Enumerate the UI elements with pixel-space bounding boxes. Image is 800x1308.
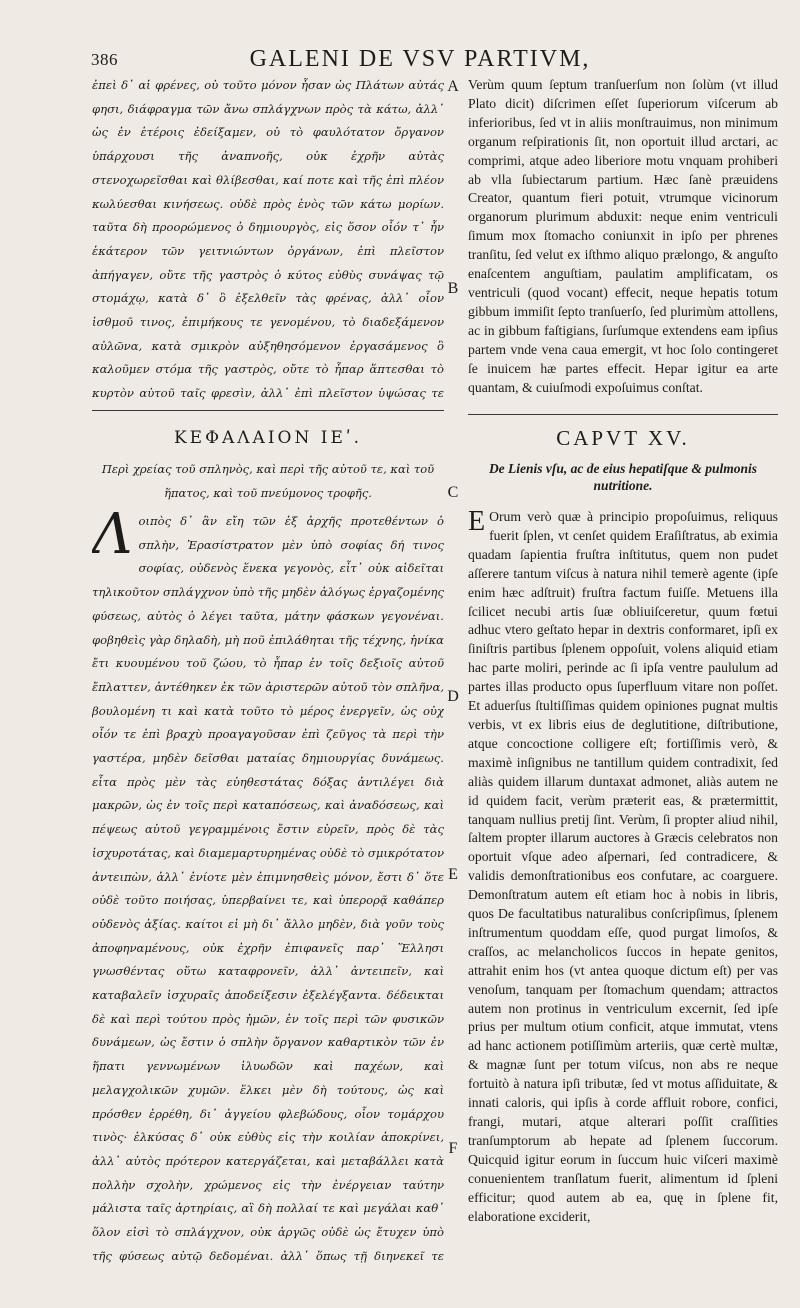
latin-column-body <box>468 508 778 1276</box>
margin-letter-e: E <box>448 866 458 883</box>
greek-column-top <box>92 74 444 402</box>
divider-rule-right <box>468 414 778 415</box>
margin-letter-d: D <box>447 688 459 705</box>
page-number: 386 <box>91 50 118 69</box>
latin-drop-cap: E <box>468 508 486 537</box>
chapter-heading-greek: ΚΕΦΑΛΑΙΟΝ ΙΕʹ. <box>173 428 363 448</box>
margin-letter-b: B <box>447 280 459 297</box>
margin-letter-c: C <box>447 484 459 501</box>
margin-letter-a: A <box>447 78 459 95</box>
latin-column-top <box>468 76 778 412</box>
latin-text-body: Orum verò quæ à principio propoſuimus, reliquus fuerit ſplen, vt cenſet quidem Eraſiſtratus, ab eximia quadam ſapientia fruſtra inſtitutus, quem non pudet aſſerere tantum viſcus à natura nihil temerè agente (ipſe enim hæc adſtruit) fruſtra factum fuiſſe. Metuens illa ſcilicet necubi artis ſuæ obliuiſceretur, quum fœtui adhuc vtero geſtato hepar in dextris conformaret, ipſi ex ſiniſtris partibus ſplenem oppoſuit, volens aliquid etiam hac parte moliri, perinde ac ſi ipſa ventre paululum ad partes illas producto opus ſuperfluum vitare non poſſet. Et aduerſus ſtultiſſimas quidem opiniones pugnat multis verbis, vt ex libris eius de deglutitione, diſtributione, atque concoctione colligere eſt; fortiſſimis verò, & maximè inſignibus ne tantillum quidem contradixit, ſed aliàs quidem illarum duntaxat admonet, aliàs autem ne id quidem facit, verùm præterit eas, & prætermittit, tanquam nullius pretij ſint. Verùm, ſi propter aliud nihil, ſaltem propter illarum auctores à Græcis celebratos non oportuit vſque adeo aſpernari, ſed contradicere, & validis demonſtrationibus eos confutare, ac coarguere. Demonſtratum autem eſt etiam hoc à nobis in libris, quos De facultatibus naturalibus conſcripſimus, ſplenem inſtrumentum quoddam eſſe, quod purgat limoſos, & craſſos, ac melancholicos ſuccos in hepate genitos, attrahit enim hos (vt antea quoque dictum eſt) per vas venoſum, tanquam per ſtomachum quendam; attractos autem non protinus in ventriculum excernit, ſed ipſe prius per multum otium conficit, atque immutat, vtens ad hanc actionem potiſſimùm arteriis, quæ certè multæ, & magnæ ſunt per totum viſcus, non abs re neque fortuitò à natura ipſi tributæ, ſed vt motus aſſiduitate, & innati caloris, qui ipſis à corde affluit robore, confici, frangi, mutari, atque alterari poſſit craſſities tranſumptorum ab hepate ad ſplenem ſuccorum. Quicquid igitur eorum in ſuccum huic viſceri maximè conuenientem tranſlatum fuerit, alimentum id ſpleni efficitur; quod autem ab ea, quę in ſplene fit, elaboratione exciderit, <box>468 509 778 1224</box>
greek-text-top: ἐπεὶ δ᾽ αἱ φρένες, οὐ τοῦτο μόνον ἦσαν ὡς Πλάτων αὐτάς φησι, διάφραγμα τῶν ἄνω σπλάγχνων πρὸς τὰ κάτω, ἀλλ᾽ ὡς ἐν ἑτέροις ἐδείξαμεν, οὐ τὸ φαυλότατον ὄργανον ὑπάρχουσι τῆς ἀναπνοῆς, οὐκ ἐχρῆν αὐτὰς στενοχωρεῖσθαι καὶ θλίβεσθαι, καί ποτε καὶ τῆς ἐπὶ πλέον κωλύεσθαι κινήσεως. οὐδὲ πρὸς ἑνὸς τῶν κάτω μορίων. ταῦτα δὴ προορώμενος ὁ δημιουργὸς, εἰς ὅσον οἷόν τ᾽ ἦν ἑκάτερον τῶν γειτνιώντων ὀργάνων, ἐπὶ πλεῖστον ἀπήγαγεν, οὔτε τῆς γαστρὸς ὁ κύτος εὐθὺς συνάψας τῷ στομάχῳ, κατὰ δ᾽ ὃ ἐξελθεῖν τὰς φρένας, ἀλλ᾽ οἷον ἰσθμοῦ τινος, ἐπιμήκους τε γενομένου, τὸ διαδεξάμενον αὐλῶνα, κατὰ σμικρὸν αὐξηθησόμενον ἐργασάμενος ὃ καλοῦμεν στόμα τῆς γαστρὸς, οὔτε τὸ ἧπαρ ἅπτεσθαι τὸ κυρτὸν αὐτοῦ ταῖς φρεσὶν, ἀλλ᾽ ἐπὶ πλεῖστον ὑψώσας τε <box>92 78 444 401</box>
greek-drop-cap: Λ <box>92 510 133 567</box>
chapter-subtitle-latin: De Lienis vſu, ac de eius hepatiſque & pulmonis nutritione. <box>488 461 758 493</box>
latin-text-top: Verùm quum ſeptum tranſuerſum non ſolùm (vt illud Plato dicit) diſcrimen eſſet ſuperiorum viſcerum ab inferioribus, ſed vt in aliis monſtrauimus, non minimum organum reſpirationis ſit, non oportuit illud arctari, ac comprimi, atque adeo liberiore motu vnquam prohiberi ab vlla ſubiectarum partium. Hæc ſanè præuidens Creator, quantum fieri potuit, vtrumque vicinorum organorum plurimum abduxit: neque enim ventriculi ſimum mox ſtomacho coniunxit in ipſo per phrenes tranſitu, ſed velut ex iſthmo aliquo prælongo, & anguſto enaſcentem anguſtiam, paulatim amplificatam, os ventriculi (quod vocant) effecit, neque hepatis totum gibbum immiſit ſepto tranſuerſo, ſed plurimùm attollens, ac in gibbum faſtigians, ſurſumque extendens eam ipſius partem vnde vena caua emergit, vt hoc ſolo contingeret ſe inuicem hæ partes effecit. Hepar igitur ea arte quantam, & cuiuſmodi expoſuimus conſtat. <box>468 77 778 395</box>
greek-column-body <box>92 510 444 1270</box>
running-title: GALENI DE VSV PARTIVM, <box>249 46 591 72</box>
divider-rule-left <box>92 410 444 411</box>
greek-text-body: οιπὸς δ᾽ ἂν εἴη τῶν ἐξ ἀρχῆς προτεθέντων ὁ σπλὴν, Ἐρασίστρατον μὲν ὑπὸ σοφίας δή τινος σοφίας, οὐδενὸς ἕνεκα γεγονὸς, εἶτ᾽ οὐκ αἰδεῖται τηλικοῦτον σπλάγχνον ὑπὸ τῆς μηδὲν ἀλόγως ἐργαζομένης φύσεως, αὐτὸς ὁ λέγει ταῦτα, μάτην φάσκων γεγονέναι. φοβηθεὶς γὰρ δηλαδὴ, μὴ ποῦ ἐπιλάθηται τῆς τέχνης, ἡνίκα ἔτι κυουμένου τοῦ ζώου, τὸ ἧπαρ ἐν τοῖς δεξιοῖς αὐτοῦ ἔπλαττεν, ἀντέθηκεν ἐκ τῶν ἀριστερῶν αὐτοῦ τὸν σπλῆνα, βουλομένη τι καὶ κατὰ τοῦτο τὸ μέρος ἐνεργεῖν, ὡς οὐχ οἷόν τε ἐπὶ βραχὺ προαγαγοῦσαν ἐπὶ ζεῦγος τὰ περὶ τὴν γαστέρα, μηδὲν δεῖσθαι ματαίας δημιουργίας δυνάμεως. εἶτα πρὸς μὲν τὰς εὐηθεστάτας δόξας ἀντιλέγει διὰ μακρῶν, ὡς ἐν τοῖς περὶ καταπόσεως, καὶ ἀναδόσεως, καὶ πέψεως αὐτοῦ γεγραμμένοις ἔστιν εὑρεῖν, πρὸς δὲ τὰς ἰσχυροτάτας, καὶ διαμεμαρτυρημένας οὐδὲ τὸ σμικρότατον ἀντειπὼν, ἀλλ᾽ ἐνίοτε μὲν ἐπιμνησθεὶς μόνον, ἔστι δ᾽ ὅτε οὐδὲ τοῦτο ποιήσας, ὑπερβαίνει τε, καὶ ὑπερορᾷ καθάπερ οὐδενὸς ἀξίας. καίτοι εἰ μὴ δι᾽ ἄλλο μηδὲν, διὰ γοῦν τοὺς ἀποφηναμένους, οὐκ ἐχρῆν ἐπιφανεῖς παρ᾽ Ἕλλησι γνωσθέντας οὕτω καταφρονεῖν, ἀλλ᾽ ἀντειπεῖν, καὶ καταβαλεῖν ἰσχυραῖς ἀποδείξεσιν ἐξελέγξαντα. δέδεικται δὲ καὶ περὶ τούτου πρὸς ἡμῶν, ἐν τοῖς περὶ τῶν φυσικῶν δυνάμεων, ὡς ἔστιν ὁ σπλὴν ὄργανον καθαρτικὸν τῶν ἐν ἥπατι γεννωμένων ἰλυωδῶν καὶ παχέων, καὶ μελαγχολικῶν χυμῶν. ἕλκει μὲν δὴ τούτους, ὡς καὶ πρόσθεν ἐρρέθη, δι᾽ ἀγγείου φλεβώδους, οἷον τομάρχου τινὸς· ἑλκύσας δ᾽ οὐκ εὐθὺς εἰς τὴν κοιλίαν ἀποκρίνει, ἀλλ᾽ αὐτὸς πρότερον κατεργάζεται, καὶ μεταβάλλει κατὰ πολλὴν σχολὴν, χρώμενος εἰς τὴν ἐνέργειαν ταύτην μάλιστα ταῖς ἀρτηρίαις, αἳ δὴ πολλαί τε καὶ μεγάλαι καθ᾽ ὅλον εἰσὶ τὸ σπλάγχνον, οὐκ ἀργῶς οὐδὲ ὡς ἔτυχεν ὑπὸ τῆς φύσεως αὐτῷ δεδομέναι. ἀλλ᾽ ὅπως τῇ διηνεκεῖ τε <box>92 514 444 1263</box>
chapter-heading-latin: CAPVT XV. <box>556 426 690 450</box>
margin-letter-f: F <box>448 1140 458 1157</box>
chapter-subtitle-greek: Περὶ χρείας τοῦ σπληνὸς, καὶ περὶ τῆς αὐτοῦ τε, καὶ τοῦ ἥπατος, καὶ τοῦ πνεύμονος τροφῆς. <box>101 462 435 500</box>
